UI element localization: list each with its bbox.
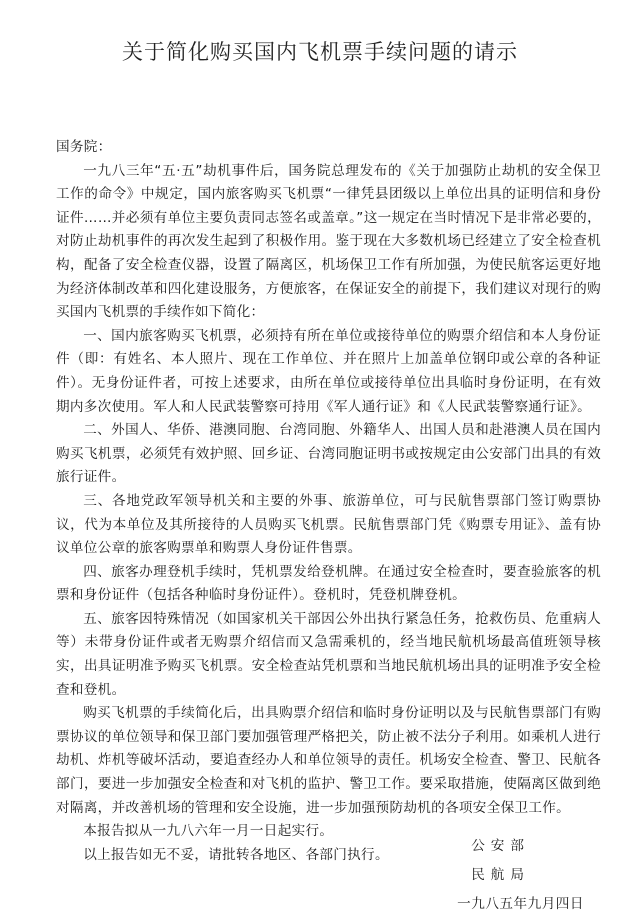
paragraph-item-4: 四、旅客办理登机手续时，凭机票发给登机牌。在通过安全检查时，要查验旅客的机票和身份证件（包括各种临时身份证件）。登机时，凭登机牌登机。 bbox=[56, 563, 601, 604]
signature-date: 一九八五年九月四日 bbox=[457, 896, 584, 912]
paragraph-item-2: 二、外国人、华侨、港澳同胞、台湾同胞、外籍华人、出国人员和赴港澳人员在国内购买飞机票，必须凭有效护照、回乡证、台湾同胞证明书或按规定由公安部门出具的有效旅行证件。 bbox=[56, 422, 601, 486]
signature-org-civil-aviation: 民航局 bbox=[471, 867, 530, 883]
paragraph-item-5: 五、旅客因特殊情况（如国家机关干部因公外出执行紧急任务，抢救伤员、危重病人等）未带身份证件或者无购票介绍信而又急需乘机的，经当地民航机场最高值班领导核实，出具证明准予购买飞机票。安全检查站凭机票和当地民航机场出具的证明准予安全检查和登机。 bbox=[56, 610, 601, 698]
signature-block bbox=[457, 832, 584, 919]
paragraph-item-3: 三、各地党政军领导机关和主要的外事、旅游单位，可与民航售票部门签订购票协议，代为本单位及其所接待的人员购买飞机票。民航售票部门凭《购票专用证》、盖有协议单位公章的旅客购票单和购票人身份证件售票。 bbox=[56, 492, 601, 557]
document-body bbox=[56, 136, 601, 867]
paragraph-effective-date: 本报告拟从一九八六年一月一日起实行。 bbox=[83, 823, 334, 840]
document-title: 关于简化购买国内飞机票手续问题的请示 bbox=[122, 40, 518, 64]
salutation: 国务院： bbox=[56, 139, 112, 155]
paragraph-intro: 一九八三年“五·五”劫机事件后，国务院总理发布的《关于加强防止劫机的安全保卫工作的命令》中规定，国内旅客购买飞机票“一律凭县团级以上单位出具的证明信和身份证件……并必须有单位主要负责同志签名或盖章。”这一规定在当时情况下是非常必要的，对防止劫机事件的再次发生起到了积极作用。鉴于现在大多数机场已经建立了安全检查机构，配备了安全检查仪器，设置了隔离区，机场保卫工作有所加强，为使民航客运更好地为经济体制改革和四化建设服务，方便旅客，在保证安全的前提下，我们建议对现行的购买国内飞机票的手续作如下简化： bbox=[56, 162, 601, 321]
paragraph-management: 购买飞机票的手续简化后，出具购票介绍信和临时身份证明以及与民航售票部门有购票协议的单位领导和保卫部门要加强管理严格把关，防止被不法分子利用。如乘机人进行劫机、炸机等破坏活动，要追查经办人和单位领导的责任。机场安全检查、警卫、民航各部门，要进一步加强安全检查和对飞机的监护、警卫工作。要采取措施，使隔离区做到绝对隔离，并改善机场的管理和安全设施，进一步加强预防劫机的各项安全保卫工作。 bbox=[56, 705, 601, 816]
paragraph-closing: 以上报告如无不妥，请批转各地区、各部门执行。 bbox=[83, 846, 389, 863]
signature-org-public-security: 公安部 bbox=[471, 838, 530, 854]
paragraph-item-1: 一、国内旅客购买飞机票，必须持有所在单位或接待单位的购票介绍信和本人身份证件（即：有姓名、本人照片、现在工作单位、并在照片上加盖单位钢印或公章的各种证件）。无身份证件者，可按上述要求，由所在单位或接待单位出具临时身份证明，在有效期内多次使用。军人和人民武装警察可持用《军人通行证》和《人民武装警察通行证》。 bbox=[56, 327, 601, 415]
